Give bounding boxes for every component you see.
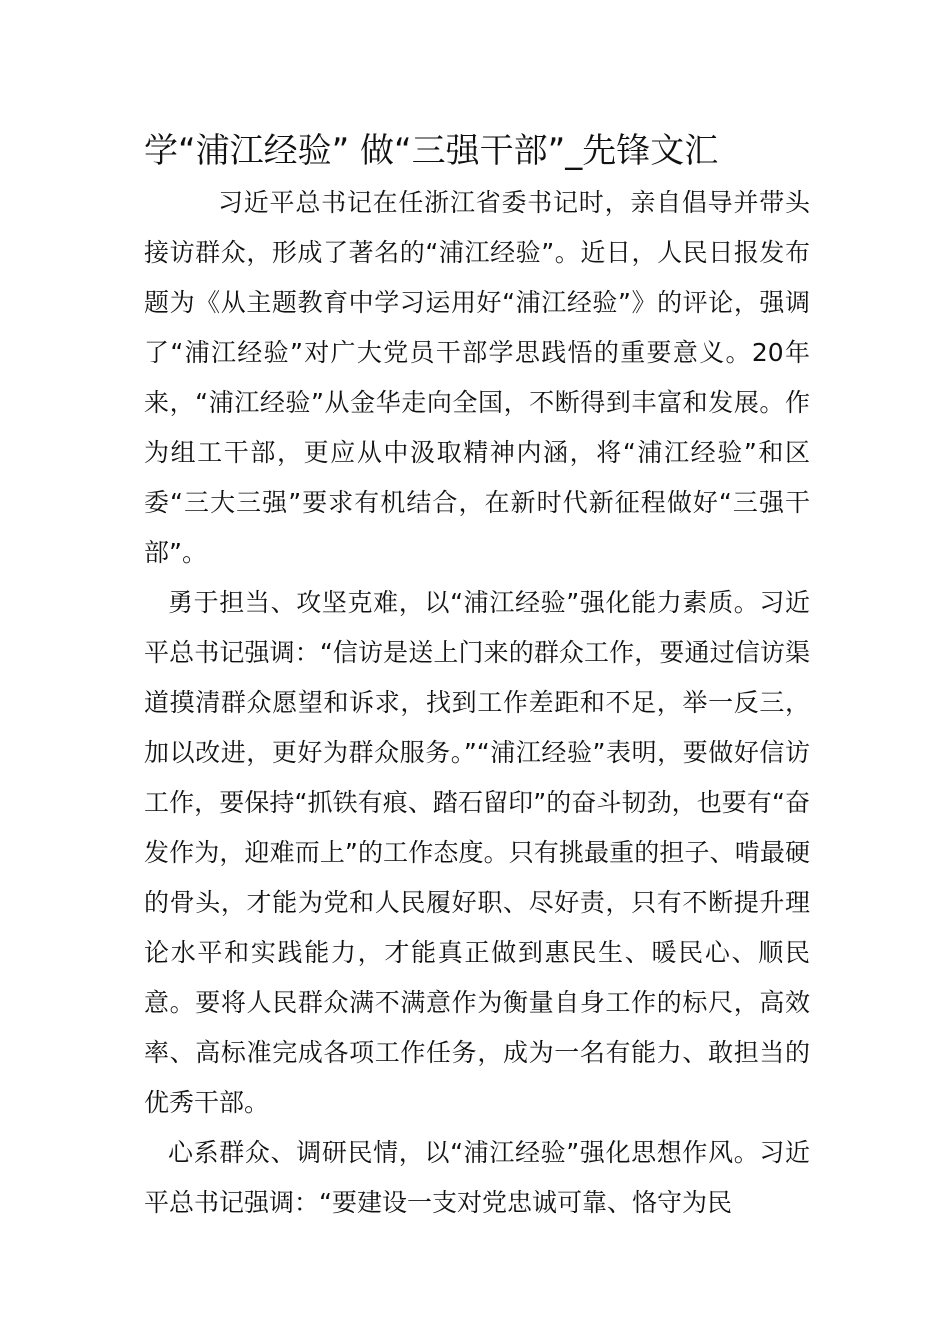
document-title: 学“浦江经验” 做“三强干部”_先锋文汇 xyxy=(144,131,719,171)
paragraph-work-style: 心系群众、调研民情，以“浦江经验”强化思想作风。习近平总书记强调：“要建设一支对党忠诚可靠、恪守为民 xyxy=(144,1138,810,1217)
paragraph-capability: 勇于担当、攻坚克难，以“浦江经验”强化能力素质。习近平总书记强调：“信访是送上门来的群众工作，要通过信访渠道摸清群众愿望和诉求，找到工作差距和不足，举一反三，加以改进，更好为群众服务。”“浦江经验”表明，要做好信访工作，要保持“抓铁有痕、踏石留印”的奋斗韧劲，也要有“奋发作为，迎难而上”的工作态度。只有挑最重的担子、啃最硬的骨头，才能为党和人民履好职、尽好责，只有不断提升理论水平和实践能力，才能真正做到惠民生、暖民心、顺民意。要将人民群众满不满意作为衡量自身工作的标尺，高效率、高标准完成各项工作任务，成为一名有能力、敢担当的优秀干部。 xyxy=(144,588,810,1117)
paragraph-intro: 习近平总书记在任浙江省委书记时，亲自倡导并带头接访群众，形成了著名的“浦江经验”。近日，人民日报发布题为《从主题教育中学习运用好“浦江经验”》的评论，强调了“浦江经验”对广大党员干部学思践悟的重要意义。20年来，“浦江经验”从金华走向全国，不断得到丰富和发展。作为组工干部，更应从中汲取精神内涵，将“浦江经验”和区委“三大三强”要求有机结合，在新时代新征程做好“三强干部”。 xyxy=(144,188,810,567)
document-page xyxy=(144,124,810,1228)
